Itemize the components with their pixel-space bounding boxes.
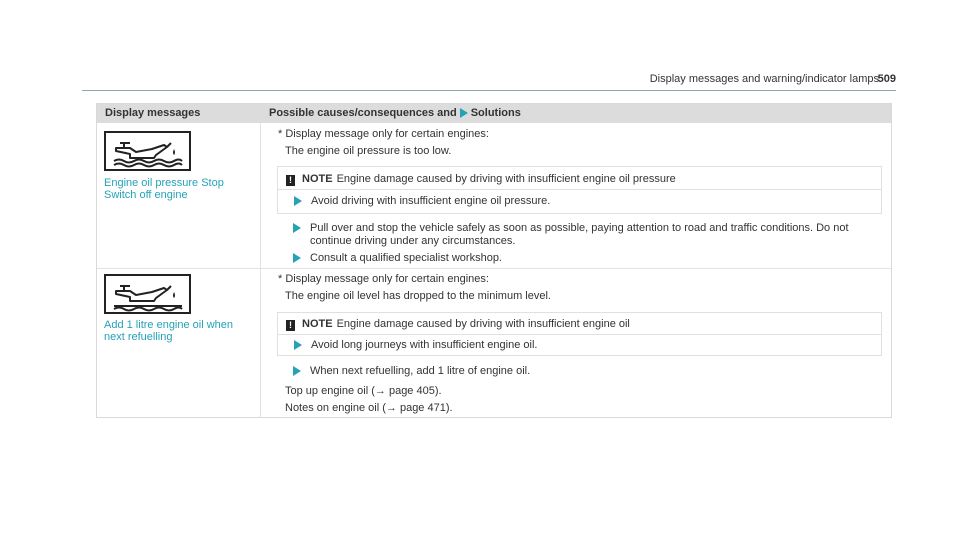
note-text: Engine damage caused by driving with insufficient engine oil [336,318,630,330]
column-divider [260,123,261,418]
footnote: * Display message only for certain engines: [278,128,489,140]
note-label: NOTE [302,318,333,330]
note-text: Engine damage caused by driving with insufficient engine oil pressure [336,173,676,185]
column-header-solutions-label: Solutions [470,107,521,119]
footnote: * Display message only for certain engines: [278,273,489,285]
play-arrow-icon [460,108,468,118]
solution-step-continued: continue driving under any circumstances. [310,235,516,247]
warning-note [277,312,882,356]
cause-text: The engine oil pressure is too low. [285,145,452,157]
reference-link-top-up[interactable]: Top up engine oil (→ page 405). [285,385,442,397]
note-divider [278,334,881,335]
table-header [97,104,891,123]
play-arrow-icon [293,223,301,233]
engine-oil-pressure-icon [104,131,191,171]
message-text [104,319,233,343]
message-text [104,177,224,201]
row-divider [97,268,891,269]
note-label: NOTE [302,173,333,185]
engine-oil-level-icon [104,274,191,314]
play-arrow-icon [294,340,302,350]
page-header [0,0,960,92]
note-heading [286,318,630,331]
column-header-causes [269,107,521,119]
message-line: Engine oil pressure Stop [104,177,224,189]
section-title: Display messages and warning/indicator lamps [649,73,879,85]
note-action: Avoid long journeys with insufficient engine oil. [311,339,538,351]
note-divider [278,189,881,190]
warning-exclamation-icon: ! [286,320,295,331]
warning-note [277,166,882,214]
note-action: Avoid driving with insufficient engine oil pressure. [311,195,551,207]
solution-step: Pull over and stop the vehicle safely as soon as possible, paying attention to road and traffic conditions. Do not [310,222,849,234]
play-arrow-icon [293,366,301,376]
message-line: Switch off engine [104,189,188,201]
message-line: Add 1 litre engine oil when [104,319,234,331]
cause-text: The engine oil level has dropped to the minimum level. [285,290,551,302]
header-divider [82,90,896,91]
play-arrow-icon [293,253,301,263]
solution-step: Consult a qualified specialist workshop. [310,252,502,264]
column-header-display-messages: Display messages [105,107,201,119]
note-heading [286,173,676,186]
warning-exclamation-icon: ! [286,175,295,186]
page-number: 509 [877,73,896,85]
solution-step: When next refuelling, add 1 litre of engine oil. [310,365,531,377]
message-line: next refuelling [104,331,173,343]
play-arrow-icon [294,196,302,206]
display-messages-table [96,103,892,418]
column-header-causes-label: Possible causes/consequences and [269,107,457,119]
reference-link-notes[interactable]: Notes on engine oil (→ page 471). [285,402,453,414]
